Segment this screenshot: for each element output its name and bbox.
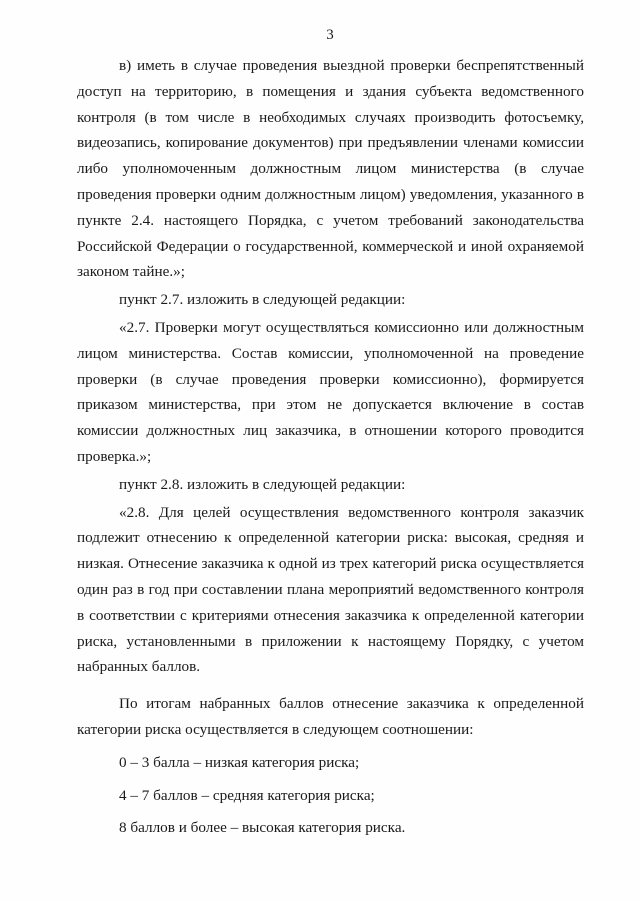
page-number: 3 bbox=[326, 27, 334, 43]
risk-category-high: 8 баллов и более – высокая категория риска. bbox=[119, 819, 406, 837]
paragraph-subclause-v: в) иметь в случае проведения выездной проверки беспрепятственный доступ на территорию, в помещения и здания субъекта ведомственного контроля (в том числе в необходимых случаях производить фотосъемку, видеозапись, копирование документов) при предъявлении членами комиссии либо уполномоченным должностным лицом министерства (в случае проведения проверки одним должностным лицом) уведомления, указанного в пункте 2.4. настоящего Порядка, с учетом требований законодательства Российской Федерации о государственной, коммерческой и иной охраняемой законом тайне.»; bbox=[77, 57, 584, 281]
document-body bbox=[77, 53, 584, 841]
risk-category-medium: 4 – 7 баллов – средняя категория риска; bbox=[119, 786, 375, 804]
paragraph-clause-2-8: «2.8. Для целей осуществления ведомственного контроля заказчик подлежит отнесению к определенной категории риска: высокая, средняя и низкая. Отнесение заказчика к одной из трех категорий риска осуществляется один раз в год при составлении плана мероприятий ведомственного контроля в соответствии с критериями отнесения заказчика к определенной категории риска, установленными в приложении к настоящему Порядку, с учетом набранных баллов. bbox=[77, 503, 584, 676]
paragraph-clause-2-7: «2.7. Проверки могут осуществляться комиссионно или должностным лицом министерства. Состав комиссии, уполномоченной на проведение проверки (в случае проведения проверки комиссионно), формируется приказом министерства, при этом не допускается включение в состав комиссии должностных лиц заказчика, в отношении которого проводится проверка.»; bbox=[77, 318, 584, 465]
paragraph-risk-intro: По итогам набранных баллов отнесение заказчика к определенной категории риска осуществляется в следующем соотношении: bbox=[77, 695, 584, 738]
risk-category-low: 0 – 3 балла – низкая категория риска; bbox=[119, 753, 360, 771]
paragraph-amend-2-8-intro: пункт 2.8. изложить в следующей редакции: bbox=[119, 475, 406, 493]
paragraph-amend-2-7-intro: пункт 2.7. изложить в следующей редакции: bbox=[119, 291, 406, 309]
